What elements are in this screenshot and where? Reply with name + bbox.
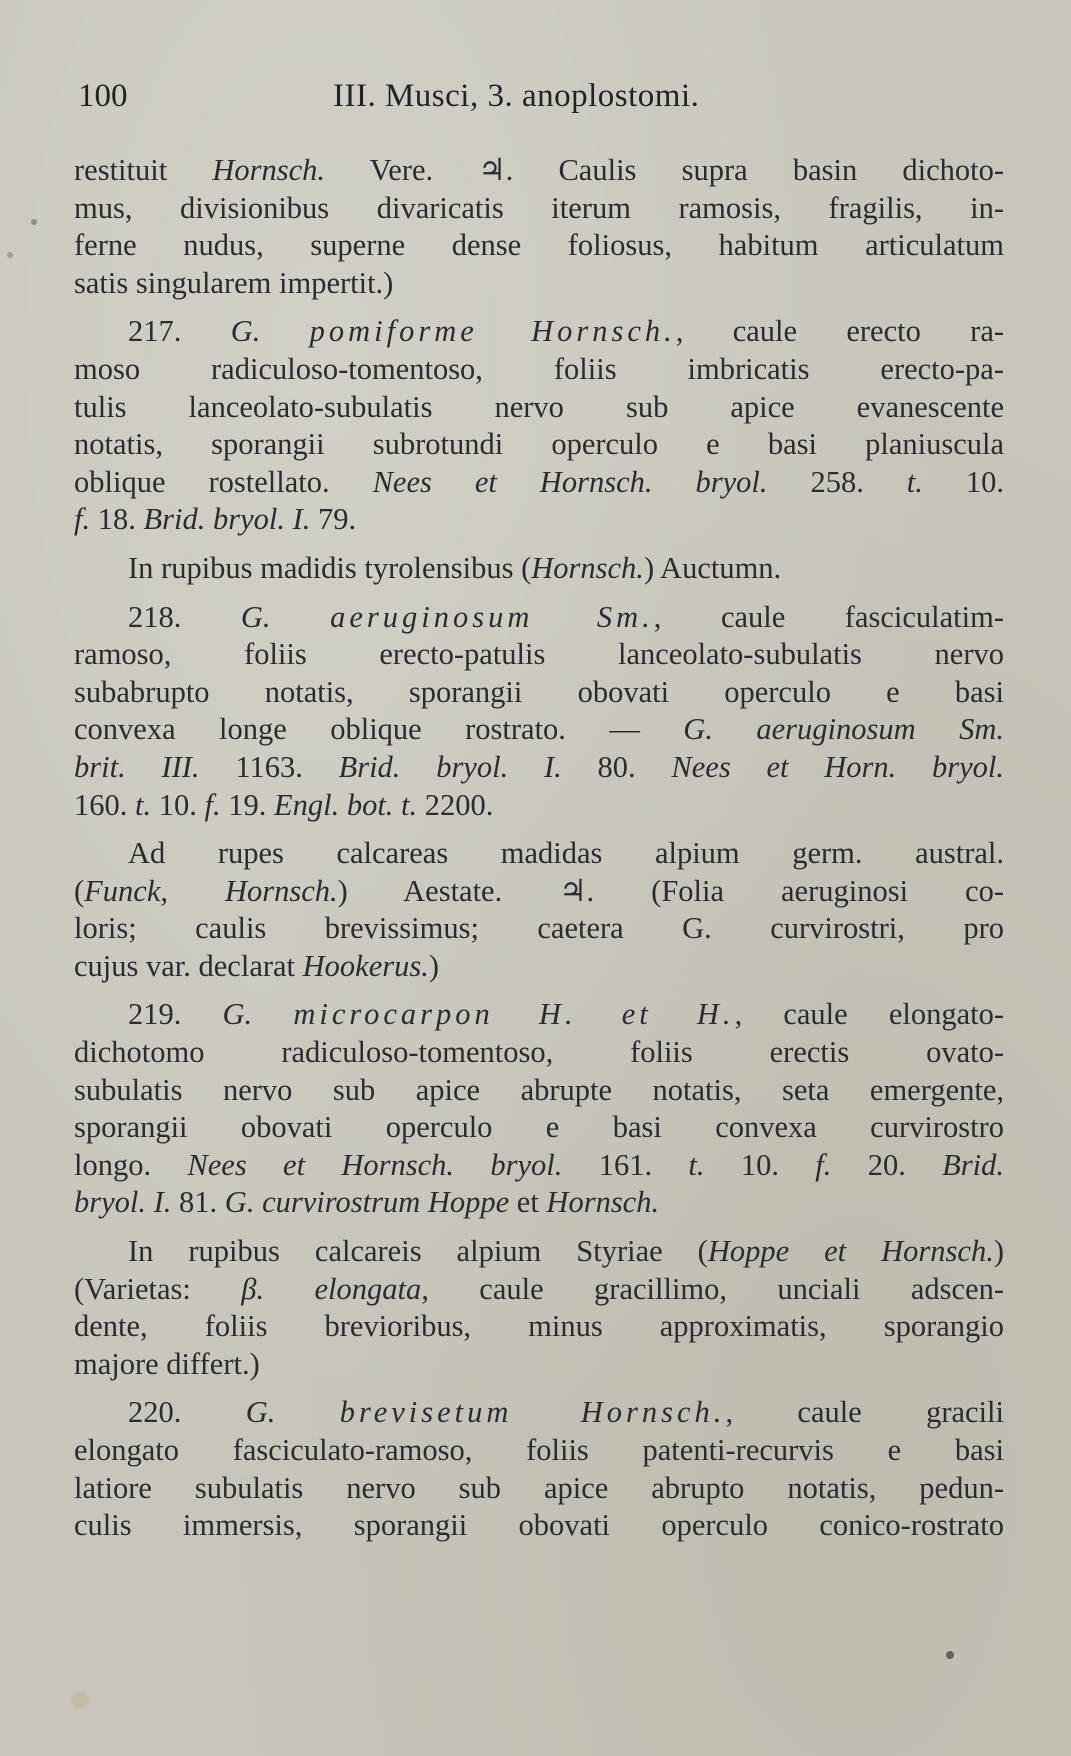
text-segment: cujus var. declarat [74, 948, 303, 983]
text-line [74, 1470, 1004, 1508]
text-line [74, 227, 1004, 265]
text-segment: 219. [128, 997, 223, 1032]
text-segment: t. [135, 787, 152, 822]
text-segment: loris; caulis brevissimus; caetera G. curvirostri, pro [74, 911, 1004, 946]
text-segment: Hornsch. [546, 1185, 660, 1220]
text-segment: Hornsch. [212, 153, 326, 187]
text-segment: pomiforme Hornsch. [309, 314, 676, 349]
text-segment: Nees et Hornsch. bryol. [187, 1147, 563, 1182]
text-segment: dichotomo radiculoso-tomentoso, foliis erectis ovato- [74, 1035, 1004, 1070]
text-line [74, 1432, 1004, 1470]
text-segment: longo. [74, 1147, 188, 1182]
text-line [74, 910, 1004, 948]
text-line [74, 1109, 1004, 1147]
text-segment: , caule erecto ra- [675, 314, 1004, 349]
text-line [74, 389, 1004, 427]
text-segment: elongato fasciculato-ramoso, foliis patenti-recurvis e basi [74, 1433, 1004, 1467]
text-segment: Hornsch. [531, 550, 644, 585]
paragraph [74, 599, 1004, 825]
text-segment: et [509, 1185, 547, 1220]
text-segment: 81. [171, 1185, 225, 1220]
text-line [74, 1308, 1004, 1346]
paragraph [74, 1233, 1004, 1383]
text-segment: brevisetum Hornsch. [339, 1395, 726, 1430]
text-segment: G. [245, 1395, 340, 1430]
text-segment: β. elongata, [241, 1271, 429, 1306]
text-segment: 10. [151, 787, 205, 822]
text-segment: f. [74, 502, 91, 537]
text-line [74, 1394, 1004, 1432]
text-segment: G. [222, 997, 294, 1032]
text-segment: (Varietas: [74, 1271, 242, 1306]
text-segment: Nees et Horn. bryol. [671, 749, 1004, 784]
text-segment: culis immersis, sporangii obovati operculo conico-rostrato [74, 1508, 1004, 1543]
text-segment: ( [74, 873, 85, 908]
running-title: III. Musci, 3. anoplostomi. [333, 78, 700, 114]
text-segment: , caule elongato- [734, 997, 1004, 1032]
text-line [74, 711, 1004, 749]
text-segment: 220. [128, 1395, 246, 1430]
page-number: 100 [78, 78, 128, 114]
text-segment: 20. [831, 1147, 943, 1182]
text-line [74, 1346, 1004, 1384]
paragraph [74, 152, 1004, 302]
text-segment: Brid. bryol. I. [143, 502, 311, 537]
text-line [74, 1147, 1004, 1185]
text-line [74, 464, 1004, 502]
text-segment: microcarpon H. et H. [293, 997, 735, 1032]
text-segment: 160. [74, 787, 135, 822]
text-segment: In rupibus calcareis alpium Styriae ( [128, 1234, 708, 1269]
text-line [74, 1184, 1004, 1222]
text-segment: dente, foliis brevioribus, minus approximatis, sporangio [74, 1309, 1004, 1344]
body-text [74, 152, 1004, 1556]
text-line [74, 996, 1004, 1034]
text-segment: 79. [310, 502, 357, 537]
text-segment: Funck, Hornsch. [84, 873, 338, 908]
text-segment: Nees et Hornsch. bryol. [372, 464, 768, 499]
text-segment: moso radiculoso-tomentoso, foliis imbricatis erecto-pa- [74, 351, 1004, 386]
text-segment: notatis, sporangii subrotundi operculo e basi planiuscula [74, 427, 1004, 462]
paragraph [74, 996, 1004, 1222]
text-segment: t. [688, 1147, 705, 1182]
text-line [74, 1271, 1004, 1309]
text-line [74, 501, 1004, 539]
text-segment: 218. [128, 599, 241, 634]
text-segment: ) [993, 1234, 1004, 1269]
text-segment: G. [240, 599, 331, 634]
text-segment: oblique rostellato. [74, 464, 373, 499]
text-segment: G. [230, 314, 310, 349]
text-line [74, 351, 1004, 389]
text-line [74, 1507, 1004, 1545]
text-segment: ) Auctumn. [643, 550, 782, 585]
text-segment: 258. [767, 464, 907, 499]
text-line [74, 426, 1004, 464]
text-segment: caule gracillimo, unciali adscen- [428, 1271, 1004, 1306]
speck [31, 219, 37, 225]
text-line [74, 599, 1004, 637]
text-segment: ferne nudus, superne dense foliosus, habitum articulatum [74, 228, 1004, 263]
text-segment: ramoso, foliis erecto-patulis lanceolato-subulatis nervo [74, 637, 1004, 672]
text-segment: Brid. [942, 1147, 1004, 1182]
text-segment: G. curvirostrum Hoppe [224, 1185, 510, 1220]
text-segment: ) [428, 948, 440, 983]
paragraph [74, 550, 1004, 588]
text-segment: 80. [561, 749, 672, 784]
text-segment: majore differt.) [74, 1346, 260, 1381]
text-line [74, 190, 1004, 228]
text-segment: sporangii obovati operculo e basi convexa curvirostro [74, 1110, 1004, 1145]
text-segment: satis singularem impertit.) [74, 265, 394, 300]
paragraph [74, 313, 1004, 539]
text-line [74, 313, 1004, 351]
text-segment: subabrupto notatis, sporangii obovati operculo e basi [74, 674, 1004, 709]
text-segment: ) Aestate. ♃. (Folia aeruginosi co- [337, 873, 1004, 908]
paragraph [74, 835, 1004, 985]
text-line [74, 787, 1004, 825]
running-header [78, 78, 971, 122]
text-segment: 19. [220, 787, 274, 822]
speck [71, 1691, 89, 1709]
text-line [74, 152, 1004, 190]
text-segment: , caule fasciculatim- [653, 599, 1004, 634]
text-segment: Brid. bryol. I. [338, 749, 562, 784]
text-segment: 1163. [199, 749, 339, 784]
text-line [74, 873, 1004, 911]
text-segment: latiore subulatis nervo sub apice abrupto notatis, pedun- [74, 1470, 1004, 1505]
text-segment: Hoppe et Hornsch. [707, 1234, 994, 1269]
text-segment: 161. [562, 1147, 689, 1182]
text-segment: brit. III. [74, 749, 200, 784]
text-segment: aeruginosum Sm. [330, 599, 654, 634]
text-line [74, 1233, 1004, 1271]
text-line [74, 749, 1004, 787]
speck [7, 252, 13, 258]
text-segment: mus, divisionibus divaricatis iterum ramosis, fragilis, in- [74, 190, 1004, 225]
text-segment: Engl. bot. t. [273, 787, 418, 822]
text-segment: 18. [90, 502, 144, 537]
text-segment: 217. [128, 314, 231, 349]
text-segment: Ad rupes calcareas madidas alpium germ. austral. [128, 836, 1004, 871]
text-segment: Vere. ♃. Caulis supra basin dichoto- [325, 153, 1004, 187]
text-line [74, 674, 1004, 712]
text-line [74, 550, 1004, 588]
text-segment: tulis lanceolato-subulatis nervo sub apice evanescente [74, 389, 1004, 424]
text-line [74, 1034, 1004, 1072]
text-segment: G. aeruginosum Sm. [683, 712, 1004, 747]
text-segment: t. [906, 464, 923, 499]
text-segment: subulatis nervo sub apice abrupte notatis, seta emergente, [74, 1072, 1004, 1107]
text-line [74, 265, 1004, 303]
text-segment: Hookerus. [302, 948, 429, 983]
text-segment: , caule gracili [725, 1395, 1004, 1430]
text-segment: 2200. [417, 787, 494, 822]
text-line [74, 1072, 1004, 1110]
text-segment: f. [815, 1147, 832, 1182]
text-segment: In rupibus madidis tyrolensibus ( [128, 550, 532, 585]
paragraph [74, 1394, 1004, 1544]
text-segment: convexa longe oblique rostrato. — [74, 712, 684, 747]
text-segment: 10. [704, 1147, 816, 1182]
text-segment: restituit [74, 153, 213, 187]
speck [946, 1651, 954, 1659]
text-segment: bryol. I. [74, 1185, 172, 1220]
text-segment: 10. [922, 464, 1004, 499]
text-line [74, 636, 1004, 674]
text-line [74, 948, 1004, 986]
text-line [74, 835, 1004, 873]
text-segment: f. [204, 787, 221, 822]
